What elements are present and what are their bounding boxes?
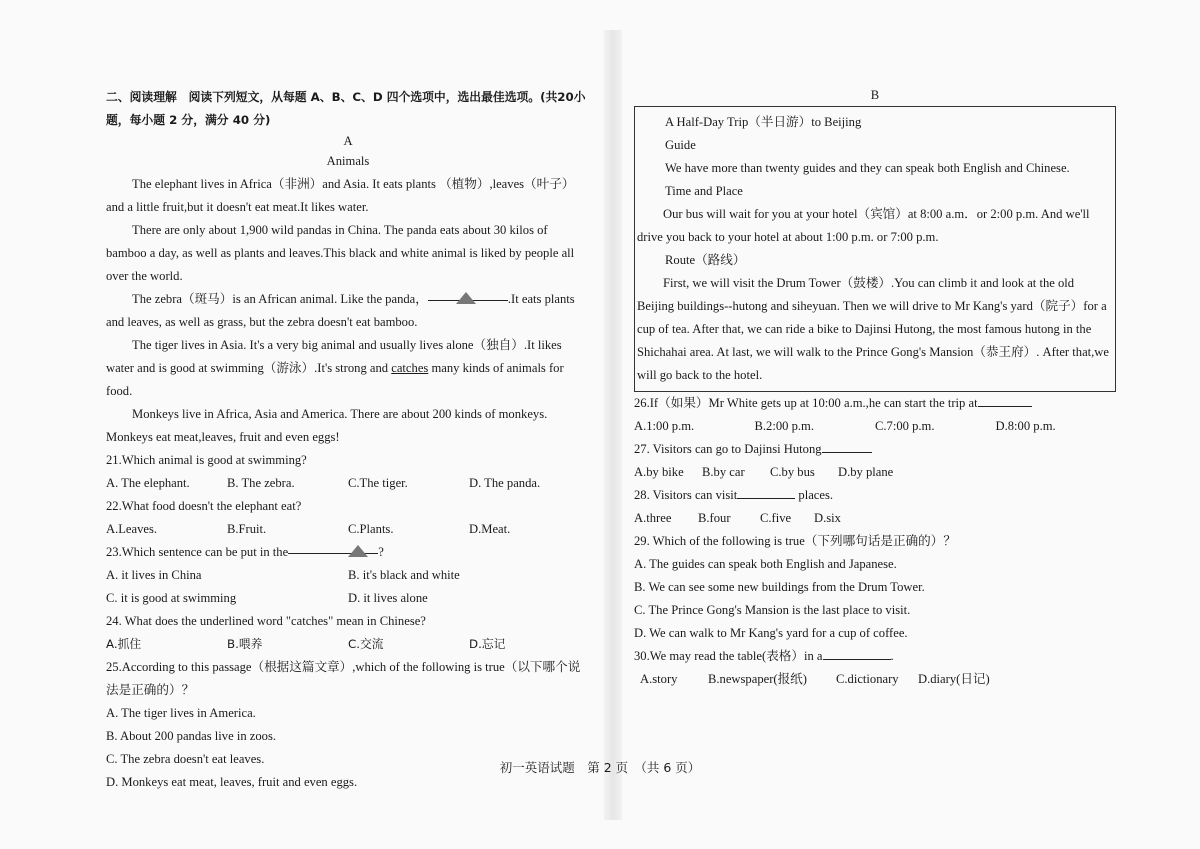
question-21-options	[106, 472, 590, 495]
option: C. The zebra doesn't eat leaves.	[106, 752, 265, 766]
option: A.Leaves.	[106, 522, 158, 536]
route-text: First, we will visit the Drum Tower（鼓楼）.You can climb it and look at the old Beijing buildings--hutong and siheyuan. Then we will drive to Mr Kang's yard（院子）for a cup of tea. After that, we can ride a bike to Dajinsi Hutong, the most famous hutong in the Shichahai area. At last, we will walk to the Prince Gong's Mansion（恭王府）. After that,we will go back to the hotel.	[637, 276, 1109, 382]
option: B. About 200 pandas live in zoos.	[106, 729, 277, 743]
option: D. The panda.	[469, 476, 541, 490]
option: C.Plants.	[348, 522, 394, 536]
option: C.7:00 p.m.	[875, 419, 935, 433]
option: B. The zebra.	[227, 476, 295, 490]
right-column	[634, 86, 1116, 691]
answer-blank	[978, 394, 1032, 407]
option: D. Monkeys eat meat, leaves, fruit and even eggs.	[106, 775, 358, 789]
page-footer: 初一英语试题 第 2 页 （共 6 页）	[499, 760, 701, 775]
option: D.忘记	[469, 637, 506, 651]
box-title: A Half-Day Trip（半日游）to Beijing	[665, 115, 862, 129]
question-26-options	[634, 415, 1116, 438]
answer-blank	[823, 647, 891, 660]
question-28-options	[634, 507, 1116, 530]
option: B.by car	[702, 465, 745, 479]
paragraph-monkey: Monkeys live in Africa, Asia and America. There are about 200 kinds of monkeys. Monkeys eat meat,leaves, fruit and even eggs!	[106, 407, 548, 444]
option: D.diary(日记)	[918, 672, 990, 686]
left-column	[106, 86, 590, 794]
passage-letter-a: A	[343, 134, 353, 148]
section-header: 二、阅读理解 阅读下列短文，从每题 A、B、C、D 四个选项中，选出最佳选项。(共20小题，每小题 2 分，满分 40 分)	[106, 90, 586, 127]
option: A.by bike	[634, 465, 684, 479]
paragraph-zebra: The zebra（斑马）is an African animal. Like the panda， .It eats plants and leaves, as well as grass, but the zebra doesn't eat bamboo.	[106, 288, 590, 334]
option: A. The elephant.	[106, 476, 190, 490]
option: B.喂养	[227, 637, 263, 651]
question-27-options	[634, 461, 1116, 484]
question-22: 22.What food doesn't the elephant eat?	[106, 499, 302, 513]
option: B. it's black and white	[348, 568, 460, 582]
question-28: 28. Visitors can visit places.	[634, 488, 834, 502]
question-22-options	[106, 518, 590, 541]
option: C. it is good at swimming	[106, 591, 237, 605]
question-30: 30.We may read the table(表格）in a .	[634, 649, 894, 663]
question-25: 25.According to this passage（根据这篇文章）,which of the following is true（以下哪个说法是正确的）？	[106, 660, 581, 697]
question-24: 24. What does the underlined word "catches" mean in Chinese?	[106, 614, 426, 628]
question-23-options-row1	[106, 564, 590, 587]
time-heading: Time and Place	[665, 184, 743, 198]
time-text: Our bus will wait for you at your hotel（宾馆）at 8:00 a.m．or 2:00 p.m. And we'll drive you back to your hotel at about 1:00 p.m. or 7:00 p.m.	[637, 207, 1090, 244]
option: C.交流	[348, 637, 384, 651]
paragraph-panda: There are only about 1,900 wild pandas in China. The panda eats about 30 kilos of bamboo a day, as well as plants and leaves.This black and white animal is liked by people all over the world.	[106, 223, 575, 283]
question-30-options	[634, 668, 1116, 691]
option: B. We can see some new buildings from the Drum Tower.	[634, 580, 925, 594]
question-26: 26.If（如果）Mr White gets up at 10:00 a.m.,he can start the trip at	[634, 392, 1116, 415]
option: A. The tiger lives in America.	[106, 706, 256, 720]
option: D. it lives alone	[348, 591, 428, 605]
trip-info-table	[634, 106, 1116, 392]
triangle-icon	[348, 545, 368, 557]
page-fold	[604, 30, 622, 820]
option: A.1:00 p.m.	[634, 419, 695, 433]
guide-heading: Guide	[665, 138, 696, 152]
guide-text: We have more than twenty guides and they can speak both English and Chinese.	[665, 161, 1070, 175]
option: A.story	[640, 672, 678, 686]
option: C.The tiger.	[348, 476, 408, 490]
question-23: 23.Which sentence can be put in the ?	[106, 541, 590, 564]
option: A.抓住	[106, 637, 142, 651]
option: C.dictionary	[836, 672, 899, 686]
question-23-options-row2	[106, 587, 590, 610]
option: C.by bus	[770, 465, 815, 479]
answer-blank	[288, 541, 378, 554]
option: B.four	[698, 511, 731, 525]
option: D.six	[814, 511, 841, 525]
paragraph-tiger: The tiger lives in Asia. It's a very big animal and usually lives alone（独自）.It likes water and is good at swimming（游泳）.It's strong and catches many kinds of animals for food.	[106, 338, 564, 398]
question-29: 29. Which of the following is true（下列哪句话是正确的）？	[634, 534, 956, 548]
paragraph-elephant: The elephant lives in Africa（非洲）and Asia. It eats plants （植物）,leaves（叶子）and a little fruit,but it doesn't eat meat.It likes water.	[106, 177, 575, 214]
passage-letter-b: B	[870, 88, 880, 102]
option: B.newspaper(报纸)	[708, 672, 807, 686]
option: A.three	[634, 511, 672, 525]
question-27: 27. Visitors can go to Dajinsi Hutong	[634, 438, 1116, 461]
option: D.Meat.	[469, 522, 511, 536]
option: B.Fruit.	[227, 522, 267, 536]
answer-blank	[428, 288, 508, 301]
option: B.2:00 p.m.	[754, 419, 814, 433]
option: A. The guides can speak both English and Japanese.	[634, 557, 897, 571]
triangle-icon	[456, 292, 476, 304]
underlined-word: catches	[391, 361, 429, 375]
question-21: 21.Which animal is good at swimming?	[106, 453, 307, 467]
option: D.by plane	[838, 465, 894, 479]
passage-title: Animals	[326, 154, 370, 168]
answer-blank	[737, 486, 795, 499]
option: D. We can walk to Mr Kang's yard for a cup of coffee.	[634, 626, 908, 640]
option: A. it lives in China	[106, 568, 202, 582]
route-heading: Route（路线）	[665, 253, 746, 267]
option: C.five	[760, 511, 792, 525]
question-24-options	[106, 633, 590, 656]
option: C. The Prince Gong's Mansion is the last place to visit.	[634, 603, 911, 617]
answer-blank	[822, 440, 872, 453]
option: D.8:00 p.m.	[995, 419, 1056, 433]
